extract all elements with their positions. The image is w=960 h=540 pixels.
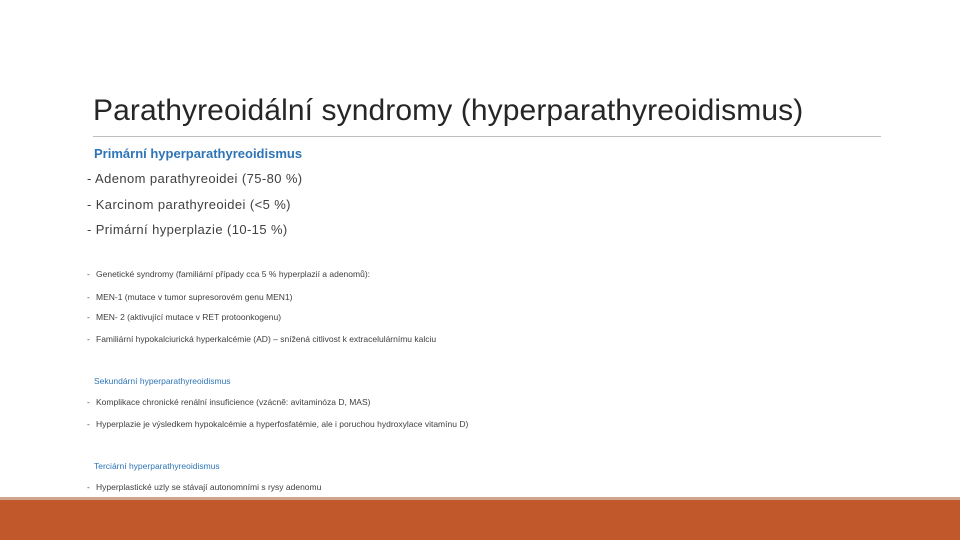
genetic-item-text: Familiární hypokalciurická hyperkalcémie (AD) – snížená citlivost k extracelulárnímu kalciu bbox=[96, 334, 437, 344]
secondary-item-text: Hyperplazie je výsledkem hypokalcémie a hyperfosfatémie, ale i poruchou hydroxylace vitamínu D) bbox=[96, 419, 469, 429]
secondary-heading: Sekundární hyperparathyreoidismus bbox=[94, 376, 231, 386]
secondary-item-text: Komplikace chronické renální insuficience (vzácně: avitaminóza D, MAS) bbox=[96, 397, 371, 407]
footer-band bbox=[0, 500, 960, 540]
genetic-item bbox=[87, 334, 436, 344]
tertiary-heading: Terciární hyperparathyreoidismus bbox=[94, 461, 220, 471]
tertiary-item bbox=[87, 482, 321, 492]
primary-item-karcinom: - Karcinom parathyreoidei (<5 %) bbox=[87, 197, 291, 212]
genetic-item-text: MEN-1 (mutace v tumor supresorovém genu MEN1) bbox=[96, 292, 293, 302]
primary-item-hyperplazie: - Primární hyperplazie (10-15 %) bbox=[87, 222, 288, 237]
bullet-dash: - bbox=[87, 292, 90, 302]
bullet-dash: - bbox=[87, 334, 90, 344]
title-divider bbox=[93, 136, 881, 137]
genetic-item bbox=[87, 312, 281, 322]
bullet-dash: - bbox=[87, 312, 90, 322]
primary-item-adenom: - Adenom parathyreoidei (75-80 %) bbox=[87, 171, 303, 186]
slide-title: Parathyreoidální syndromy (hyperparathyreoidismus) bbox=[93, 94, 804, 127]
genetic-item bbox=[87, 292, 293, 302]
bullet-dash: - bbox=[87, 269, 90, 279]
bullet-dash: - bbox=[87, 397, 90, 407]
bullet-dash: - bbox=[87, 419, 90, 429]
bullet-dash: - bbox=[87, 482, 90, 492]
secondary-item bbox=[87, 419, 468, 429]
secondary-item bbox=[87, 397, 370, 407]
tertiary-item-text: Hyperplastické uzly se stávají autonomními s rysy adenomu bbox=[96, 482, 322, 492]
genetic-item-text: MEN- 2 (aktivující mutace v RET protoonkogenu) bbox=[96, 312, 282, 322]
primary-heading: Primární hyperparathyreoidismus bbox=[94, 146, 303, 161]
genetic-item bbox=[87, 269, 370, 279]
genetic-item-text: Genetické syndromy (familiární případy cca 5 % hyperplazií a adenomů): bbox=[96, 269, 371, 279]
